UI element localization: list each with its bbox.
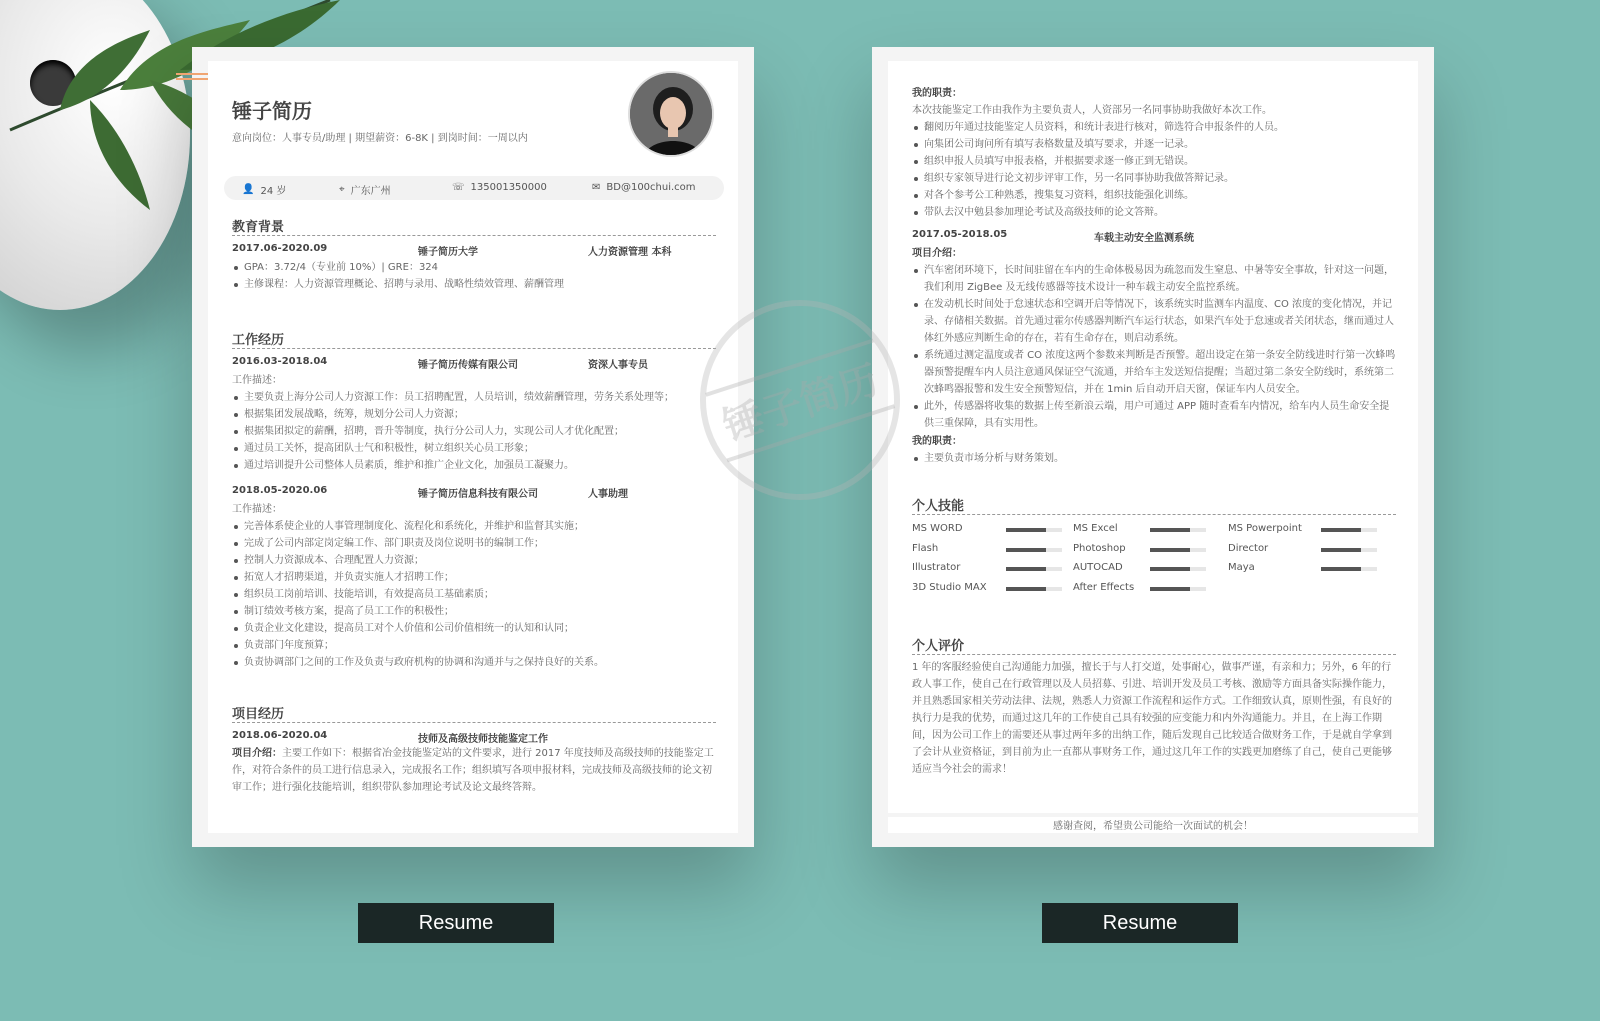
skills-section-title: 个人技能 xyxy=(912,499,965,514)
duty-label: 我的职责： xyxy=(912,88,962,99)
list-item: 负责协调部门之间的工作及负责与政府机构的协调和沟通并与之保持良好的关系。 xyxy=(232,654,716,671)
skill-level-bar xyxy=(1006,587,1062,591)
section-divider xyxy=(912,654,1396,655)
phone-info xyxy=(452,182,547,193)
skill-level-bar xyxy=(1321,548,1377,552)
project-date: 2017.05-2018.05 xyxy=(912,229,1008,240)
evaluation-section-title: 个人评价 xyxy=(912,639,965,654)
job-desc-label: 工作描述： xyxy=(232,504,282,515)
duty-list xyxy=(912,119,1396,221)
list-item: 根据集团发展战略，统筹，规划分公司人力资源； xyxy=(232,406,716,423)
list-item: 控制人力资源成本、合理配置人力资源； xyxy=(232,552,716,569)
skill-name: Illustrator xyxy=(912,562,961,573)
education-list xyxy=(232,259,716,293)
list-item: 主修课程：人力资源管理概论、招聘与录用、战略性绩效管理、薪酬管理 xyxy=(232,276,716,293)
project-name: 车载主动安全监测系统 xyxy=(1094,233,1194,244)
list-item: 负责部门年度预算； xyxy=(232,637,716,654)
skill-level-bar xyxy=(1150,548,1206,552)
project-intro-label: 项目介绍： xyxy=(912,248,962,259)
skill-name: Maya xyxy=(1228,562,1255,573)
project-intro xyxy=(232,745,716,796)
mail-icon: ✉ xyxy=(592,182,601,193)
job-desc-label: 工作描述： xyxy=(232,375,282,386)
accent-line xyxy=(176,78,212,80)
list-item: 向集团公司询问所有填写表格数量及填写要求，并逐一记录。 xyxy=(912,136,1396,153)
skill-level-bar xyxy=(1150,567,1206,571)
project-section-title: 项目经历 xyxy=(232,707,285,722)
skill-level-bar xyxy=(1150,587,1206,591)
list-item: 组织专家领导进行论文初步评审工作，另一名同事协助我做答辩记录。 xyxy=(912,170,1396,187)
list-item: 在发动机长时间处于怠速状态和空调开启等情况下，该系统实时监测车内温度、CO 浓度的变化情况，并记录、存储相关数据。首先通过霍尔传感器判断汽车运行状态，如果汽车处于怠速或者关闭状态，继而通过人体红外感应判断生命的存在，若有生命存在，则启动系统。 xyxy=(912,296,1396,347)
skill-level-bar xyxy=(1321,528,1377,532)
job-company: 锤子简历信息科技有限公司 xyxy=(418,489,538,500)
skill-level-bar xyxy=(1006,528,1062,532)
location-pin-icon: ⌖ xyxy=(339,184,345,195)
duty-label: 我的职责： xyxy=(912,436,962,447)
education-date: 2017.06-2020.09 xyxy=(232,243,328,254)
skill-name: MS WORD xyxy=(912,523,963,534)
list-item: 系统通过测定温度或者 CO 浓度这两个参数来判断是否预警。超出设定在第一条安全防线进时行第一次蜂鸣器预警提醒车内人员注意通风保证空气流通，并给车主发送短信提醒；当超过第二条安全防线时，系统第二次蜂鸣器报警和发生安全预警短信，并在 1min 后自动开启天窗，保证车内人员安全。 xyxy=(912,347,1396,398)
skill-level-fill xyxy=(1321,548,1361,552)
evaluation-text: 1 年的客服经验使自己沟通能力加强，擅长于与人打交道，处事耐心，做事严谨，有亲和力；另外，6 年的行政人事工作，使自己在行政管理以及人员招募、引进、培训开发及员工考核、激励等方面具备实际操作能力，并且熟悉国家相关劳动法律、法规，熟悉人力资源工作流程和运作方式。工作细致认真，原则性强，有良好的执行力是我的优势，而通过这几年的工作使自己具有较强的应变能力和内外沟通能力。并且，在上海工作期间，因为公司工作上的需要还从事过两年多的出纳工作，随后发现自己比较适合做财务工作，于是就自学拿到了会计从业资格证，到目前为止一直都从事财务工作，通过这几年工作的实践更加磨练了自己，使自己更能够适应当今社会的需求！ xyxy=(912,662,1392,775)
project-date: 2018.06-2020.04 xyxy=(232,730,328,741)
job-company: 锤子简历传媒有限公司 xyxy=(418,360,518,371)
person-icon: 👤 xyxy=(242,184,255,195)
list-item: GPA：3.72/4（专业前 10%）| GRE：324 xyxy=(232,259,716,276)
list-item: 汽车密闭环境下，长时间驻留在车内的生命体极易因为疏忽而发生窒息、中暑等安全事故，针对这一问题，我们利用 ZigBee 及无线传感器等技术设计一种车载主动安全监控系统。 xyxy=(912,262,1396,296)
email-value: BD@100chui.com xyxy=(606,182,696,193)
list-item: 带队去汉中勉县参加理论考试及高级技师的论文答辩。 xyxy=(912,204,1396,221)
list-item: 拓宽人才招聘渠道，并负责实施人才招聘工作； xyxy=(232,569,716,586)
skill-level-fill xyxy=(1006,567,1046,571)
skill-name: After Effects xyxy=(1073,581,1135,593)
skill-level-fill xyxy=(1150,567,1190,571)
project-intro-list xyxy=(912,262,1396,432)
skill-level-bar xyxy=(1150,528,1206,532)
skill-level-fill xyxy=(1150,548,1190,552)
job-date: 2018.05-2020.06 xyxy=(232,485,328,496)
skill-name: MS Powerpoint xyxy=(1228,523,1302,534)
job-intent: 意向岗位：人事专员/助理 | 期望薪资：6-8K | 到岗时间：一周以内 xyxy=(232,133,528,144)
list-item: 主要负责上海分公司人力资源工作：员工招聘配置，人员培训，绩效薪酬管理，劳务关系处理等； xyxy=(232,389,716,406)
closing-note: 感谢查阅，希望贵公司能给一次面试的机会！ xyxy=(888,813,1418,833)
skill-level-fill xyxy=(1150,587,1190,591)
section-divider xyxy=(232,235,716,236)
skill-level-fill xyxy=(1321,567,1361,571)
location-info xyxy=(339,182,391,197)
section-divider xyxy=(232,348,716,349)
skill-level-fill xyxy=(1006,587,1046,591)
section-divider xyxy=(912,514,1396,515)
resume-button-right[interactable]: Resume xyxy=(1042,903,1238,943)
age-info xyxy=(242,182,286,197)
skill-name: AUTOCAD xyxy=(1073,562,1123,573)
skill-level-fill xyxy=(1006,528,1046,532)
skill-name: Director xyxy=(1228,542,1269,554)
job-duties-list xyxy=(232,518,716,671)
list-item: 制订绩效考核方案，提高了员工工作的积极性； xyxy=(232,603,716,620)
education-school: 锤子简历大学 xyxy=(418,247,478,258)
list-item: 主要负责市场分析与财务策划。 xyxy=(912,450,1396,467)
list-item: 根据集团拟定的薪酬，招聘，晋升等制度，执行分公司人力，实现公司人才优化配置； xyxy=(232,423,716,440)
phone-value: 135001350000 xyxy=(470,182,547,193)
email-info xyxy=(592,182,696,193)
resume-page-2 xyxy=(872,47,1434,847)
skill-level-fill xyxy=(1150,528,1190,532)
list-item: 完善体系使企业的人事管理制度化、流程化和系统化，并维护和监督其实施； xyxy=(232,518,716,535)
avatar xyxy=(628,71,714,157)
age-value: 24 岁 xyxy=(260,186,287,197)
watermark-text: 锤子简历 xyxy=(705,338,895,462)
job-role: 人事助理 xyxy=(588,489,628,500)
resume-button-left[interactable]: Resume xyxy=(358,903,554,943)
skill-level-bar xyxy=(1321,567,1377,571)
skill-level-bar xyxy=(1006,548,1062,552)
list-item: 完成了公司内部定岗定编工作、部门职责及岗位说明书的编制工作； xyxy=(232,535,716,552)
skill-name: Flash xyxy=(912,542,939,554)
skill-level-fill xyxy=(1321,528,1361,532)
section-divider xyxy=(232,722,716,723)
list-item: 负责企业文化建设，提高员工对个人价值和公司价值相统一的认知和认同； xyxy=(232,620,716,637)
skill-level-bar xyxy=(1006,567,1062,571)
job-date: 2016.03-2018.04 xyxy=(232,356,328,367)
location-value: 广东广州 xyxy=(350,186,391,197)
skill-name: Photoshop xyxy=(1073,542,1126,554)
education-section-title: 教育背景 xyxy=(232,220,285,235)
list-item: 翻阅历年通过技能鉴定人员资料，和统计表进行核对，筛选符合申报条件的人员。 xyxy=(912,119,1396,136)
contact-info-bar xyxy=(224,176,724,200)
list-item: 通过培训提升公司整体人员素质，维护和推广企业文化，加强员工凝聚力。 xyxy=(232,457,716,474)
skill-name: 3D Studio MAX xyxy=(912,581,987,593)
education-major: 人力资源管理 本科 xyxy=(588,247,672,258)
phone-icon: ☏ xyxy=(452,182,465,193)
duty-list xyxy=(912,450,1396,467)
skill-level-fill xyxy=(1006,548,1046,552)
job-duties-list xyxy=(232,389,716,474)
work-section-title: 工作经历 xyxy=(232,333,285,348)
duty-summary: 本次技能鉴定工作由我作为主要负责人，人资部另一名同事协助我做好本次工作。 xyxy=(912,105,1272,116)
resume-name: 锤子简历 xyxy=(232,99,312,123)
job-role: 资深人事专员 xyxy=(588,360,648,371)
list-item: 组织申报人员填写申报表格，并根据要求逐一修正到无错误。 xyxy=(912,153,1396,170)
project-intro-text: 主要工作如下：根据省冶金技能鉴定站的文件要求，进行 2017 年度技师及高级技师的技能鉴定工作，对符合条件的员工进行信息录入，完成报名工作；组织填写各项申报材料，完成技师及高级技师的论文初审工作；进行强化技能培训，组织带队参加理论考试及论文最终答辩。 xyxy=(232,748,714,793)
skill-name: MS Excel xyxy=(1073,523,1118,534)
resume-page-1 xyxy=(192,47,754,847)
list-item: 对各个参考公工种熟悉，搜集复习资料，组织技能强化训练。 xyxy=(912,187,1396,204)
list-item: 通过员工关怀，提高团队士气和积极性，树立组织关心员工形象； xyxy=(232,440,716,457)
list-item: 此外，传感器将收集的数据上传至新浪云端，用户可通过 APP 随时查看车内情况，给车内人员生命安全提供三重保障，具有实用性。 xyxy=(912,398,1396,432)
project-name: 技师及高级技师技能鉴定工作 xyxy=(418,734,548,745)
list-item: 组织员工岗前培训、技能培训，有效提高员工基础素质； xyxy=(232,586,716,603)
project-intro-label: 项目介绍： xyxy=(232,748,282,759)
